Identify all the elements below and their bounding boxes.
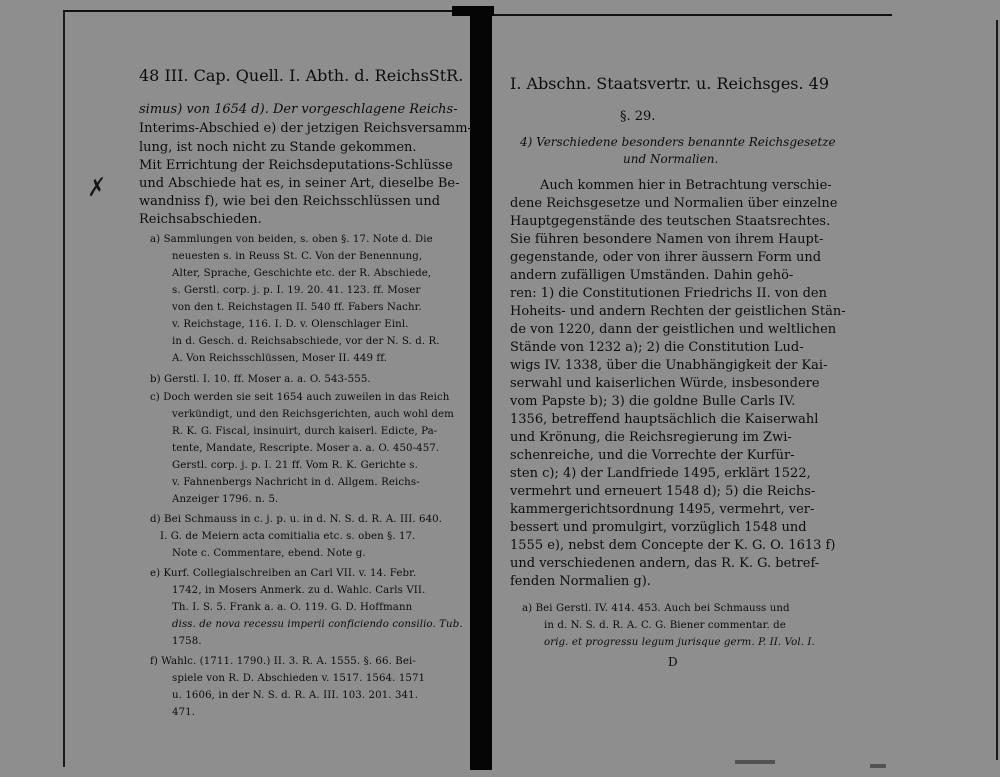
footnote-line: 1742, in Mosers Anmerk. zu d. Wahlc. Carls VII. [172, 585, 426, 596]
footnote-line: Alter, Sprache, Geschichte etc. der R. Abschiede, [172, 268, 432, 279]
footnote-line: d) Bei Schmauss in c. j. p. u. in d. N. S. d. R. A. III. 640. [150, 514, 443, 525]
body-line: fenden Normalien g). [510, 574, 651, 589]
signature-mark: D [668, 655, 678, 669]
footnote-line: orig. et progressu legum jurisque germ. P. II. Vol. I. [544, 637, 815, 648]
body-line: simus) von 1654 d). Der vorgeschlagene Reichs- [139, 102, 458, 117]
scan-artifact [735, 760, 775, 764]
body-line: lung, ist noch nicht zu Stande gekommen. [139, 140, 417, 155]
footnote-line: u. 1606, in der N. S. d. R. A. III. 103. 201. 341. [172, 690, 419, 701]
body-line: 1555 e), nebst dem Concepte der K. G. O. 1613 f) [510, 538, 836, 553]
footnote-line: Note c. Commentare, ebend. Note g. [172, 548, 366, 559]
footnote-line: Th. I. S. 5. Frank a. a. O. 119. G. D. Hoffmann [172, 602, 413, 613]
body-line: gegenstande, oder von ihrer äussern Form und [510, 250, 822, 265]
section-number: §. 29. [620, 109, 656, 124]
handwritten-annotation: ✗ [83, 174, 107, 203]
body-line: Stände von 1232 a); 2) die Constitution Lud- [510, 340, 804, 355]
footnote-line: s. Gerstl. corp. j. p. I. 19. 20. 41. 123. ff. Moser [172, 285, 421, 296]
footnote-line: 471. [172, 707, 196, 718]
body-line: Mit Errichtung der Reichsdeputations-Schlüsse [139, 158, 453, 173]
body-line: serwahl und kaiserlichen Würde, insbesondere [510, 376, 820, 391]
footnote-line: spiele von R. D. Abschieden v. 1517. 1564. 1571 [172, 673, 426, 684]
body-line: schenreiche, und die Vorrechte der Kurfür- [510, 448, 795, 463]
footnote-line: f) Wahlc. (1711. 1790.) II. 3. R. A. 1555. §. 66. Bei- [150, 656, 416, 667]
section-title: 4) Verschiedene besonders benannte Reichsgesetze [520, 135, 836, 149]
footnote-line: I. G. de Meiern acta comitialia etc. s. oben §. 17. [160, 531, 416, 542]
right-page [490, 0, 1000, 777]
section-title-cont: und Normalien. [623, 152, 719, 166]
footnote-line: in d. Gesch. d. Reichsabschiede, vor der N. S. d. R. [172, 336, 440, 347]
body-line: Auch kommen hier in Betrachtung verschie- [540, 178, 832, 193]
scan-artifact [870, 764, 886, 768]
left-page [0, 0, 478, 777]
footnote-line: v. Fahnenbergs Nachricht in d. Allgem. Reichs- [172, 477, 420, 488]
footnote-line: Gerstl. corp. j. p. I. 21 ff. Vom R. K. Gerichte s. [172, 460, 418, 471]
body-line: Hauptgegenstände des teutschen Staatsrechtes. [510, 214, 831, 229]
body-line: de von 1220, dann der geistlichen und weltlichen [510, 322, 837, 337]
body-line: wandniss f), wie bei den Reichsschlüssen und [139, 194, 441, 209]
footnote-line: b) Gerstl. I. 10. ff. Moser a. a. O. 543-555. [150, 374, 371, 385]
footnote-line: tente, Mandate, Rescripte. Moser a. a. O. 450-457. [172, 443, 440, 454]
body-line: sten c); 4) der Landfriede 1495, erklärt 1522, [510, 466, 811, 481]
body-line: und Krönung, die Reichsregierung im Zwi- [510, 430, 792, 445]
body-line: und Abschiede hat es, in seiner Art, dieselbe Be- [139, 176, 460, 191]
body-line: dene Reichsgesetze und Normalien über einzelne [510, 196, 838, 211]
body-line: kammergerichtsordnung 1495, vermehrt, ver- [510, 502, 815, 517]
body-line: Interims-Abschied e) der jetzigen Reichsversamm- [139, 121, 472, 136]
body-line: 1356, betreffend hauptsächlich die Kaiserwahl [510, 412, 819, 427]
body-line: Sie führen besondere Namen von ihrem Haupt- [510, 232, 824, 247]
footnote-line: v. Reichstage, 116. I. D. v. Olenschlager Einl. [172, 319, 409, 330]
footnote-line: von den t. Reichstagen II. 540 ff. Fabers Nachr. [172, 302, 422, 313]
footnote-line: 1758. [172, 636, 202, 647]
footnote-line: neuesten s. in Reuss St. C. Von der Benennung, [172, 251, 423, 262]
footnote-line: a) Sammlungen von beiden, s. oben §. 17. Note d. Die [150, 234, 433, 245]
footnote-line: diss. de nova recessu imperii conficiendo consilio. Tub. [172, 619, 463, 630]
footnote-line: Anzeiger 1796. n. 5. [172, 494, 279, 505]
footnote-line: verkündigt, und den Reichsgerichten, auch wohl dem [172, 409, 454, 420]
footnote-line: a) Bei Gerstl. IV. 414. 453. Auch bei Schmauss und [522, 603, 790, 614]
body-line: Hoheits- und andern Rechten der geistlichen Stän- [510, 304, 846, 319]
footnote-line: in d. N. S. d. R. A. C. G. Biener commentar. de [544, 620, 786, 631]
footnote-line: c) Doch werden sie seit 1654 auch zuweilen in das Reich [150, 392, 450, 403]
body-line: vermehrt und erneuert 1548 d); 5) die Reichs- [510, 484, 816, 499]
body-line: und verschiedenen andern, das R. K. G. betref- [510, 556, 820, 571]
footnote-line: e) Kurf. Collegialschreiben an Carl VII. v. 14. Febr. [150, 568, 417, 579]
body-line: ren: 1) die Constitutionen Friedrichs II. von den [510, 286, 827, 301]
left-page-header: 48 III. Cap. Quell. I. Abth. d. ReichsStR. [139, 66, 464, 85]
body-line: wigs IV. 1338, über die Unabhängigkeit der Kai- [510, 358, 828, 373]
footnote-line: R. K. G. Fiscal, insinuirt, durch kaiserl. Edicte, Pa- [172, 426, 438, 437]
right-page-header: I. Abschn. Staatsvertr. u. Reichsges. 49 [510, 74, 830, 93]
body-line: vom Papste b); 3) die goldne Bulle Carls IV. [510, 394, 796, 409]
body-line: Reichsabschieden. [139, 212, 262, 227]
body-line: andern zufälligen Umständen. Dahin gehö- [510, 268, 794, 283]
body-line: bessert und promulgirt, vorzüglich 1548 und [510, 520, 807, 535]
footnote-line: A. Von Reichsschlüssen, Moser II. 449 ff. [172, 353, 388, 364]
